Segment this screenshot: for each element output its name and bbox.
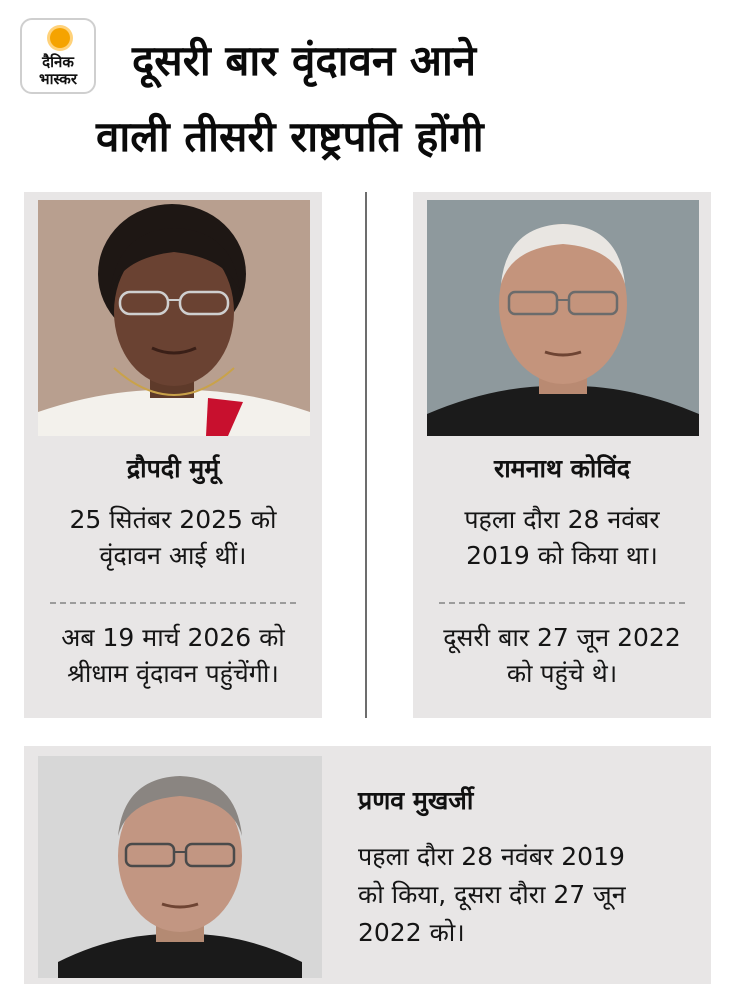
photo-droupadi-murmu: [38, 200, 310, 436]
name-droupadi-murmu: द्रौपदी मुर्मू: [126, 454, 220, 483]
text-line: 25 सितंबर 2025 को: [69, 505, 277, 534]
card-pranab-mukherjee: [24, 746, 711, 984]
name-pranab-mukherjee: प्रणव मुखर्जी: [358, 786, 474, 815]
dashed-separator: [439, 602, 685, 604]
vertical-divider: [365, 192, 367, 718]
card-ramnath-kovind: [413, 192, 711, 718]
photo-ramnath-kovind: [427, 200, 699, 436]
headline-line1: दूसरी बार वृंदावन आने: [132, 36, 477, 85]
card-droupadi-murmu: [24, 192, 322, 718]
text-line: पहला दौरा 28 नवंबर: [464, 505, 660, 534]
name-ramnath-kovind: रामनाथ कोविंद: [493, 454, 630, 483]
logo-text-line1: दैनिक: [42, 53, 74, 71]
portrait-man-icon: [427, 200, 699, 436]
card2-paragraph-2: [413, 620, 711, 692]
dainik-bhaskar-logo: [20, 18, 96, 94]
text-line: दूसरी बार 27 जून 2022: [443, 623, 681, 652]
text-line: 2022 को।: [358, 918, 465, 947]
logo-text-line2: भास्कर: [39, 70, 77, 88]
card1-paragraph-2: [24, 620, 322, 692]
card3-paragraph: [358, 838, 688, 952]
text-line: को किया, दूसरा दौरा 27 जून: [358, 880, 626, 909]
text-line: 2019 को किया था।: [466, 541, 658, 570]
headline-line2: वाली तीसरी राष्ट्रपति होंगी: [96, 112, 484, 161]
text-line: वृंदावन आई थीं।: [99, 541, 247, 570]
portrait-man-icon: [38, 756, 322, 978]
text-line: पहला दौरा 28 नवंबर 2019: [358, 842, 625, 871]
dashed-separator: [50, 602, 296, 604]
photo-pranab-mukherjee: [38, 756, 322, 978]
text-line: को पहुंचे थे।: [506, 659, 618, 688]
card1-paragraph-1: [24, 502, 322, 574]
card2-paragraph-1: [413, 502, 711, 574]
sun-icon: [50, 28, 70, 48]
text-line: श्रीधाम वृंदावन पहुंचेंगी।: [67, 659, 279, 688]
text-line: अब 19 मार्च 2026 को: [61, 623, 285, 652]
portrait-woman-icon: [38, 200, 310, 436]
